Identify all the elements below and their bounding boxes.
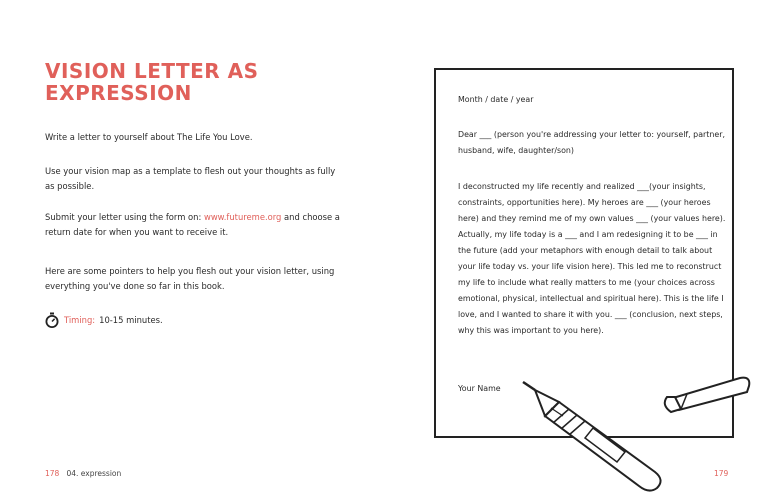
intro-paragraph: Write a letter to yourself about The Life You Love. [45, 132, 253, 142]
letter-salutation: Dear ___ (person you're addressing your letter to: yourself, partner, husband, wife, daughter/son) [458, 130, 725, 155]
stopwatch-icon [45, 312, 59, 328]
footer-left [45, 469, 121, 478]
page-title [45, 60, 345, 104]
letter-date: Month / date / year [458, 95, 534, 104]
timing-label: Timing: [64, 315, 96, 325]
futureme-link[interactable]: www.futureme.org [203, 212, 282, 222]
pointers-paragraph: Here are some pointers to help you flesh out your vision letter, using everything you've done so far in this book. [45, 266, 335, 291]
submit-paragraph [45, 210, 345, 240]
page-number-left: 178 [45, 469, 60, 478]
footer-right [714, 469, 728, 478]
pen-body [523, 382, 661, 491]
submit-text-before: Submit your letter using the form on: [45, 212, 204, 222]
template-paragraph: Use your vision map as a template to flesh out your thoughts as fully as possible. [45, 166, 336, 191]
pen-cap [665, 378, 750, 412]
title-line-2: EXPRESSION [45, 81, 192, 105]
letter-signature: Your Name [458, 384, 501, 393]
timing-row [45, 311, 163, 329]
letter-body: I deconstructed my life recently and realized ___(your insights, constraints, opportunities here). My heroes are ___ (your heroes here) and they remind me of my own values ___ (your values here). Actually, my life today is a ___ and I am redesigning it to be ___ in the future (add your metaphors with enough detail to talk about your life today vs. your life vision here). This led me to reconstruct my life to include what really matters to me (your choices across emotional, physical, intellectual and spiritual here). This is the life I love, and I wanted to share it with you. ___ (conclusion, next steps, why this was important to you here). [458, 182, 726, 335]
title-line-1: VISION LETTER AS [45, 59, 259, 83]
pen-illustration [505, 376, 755, 496]
page-number-right: 179 [714, 469, 729, 478]
section-label: 04. expression [66, 469, 122, 478]
submit-text-after: and choose a return date for when you want to receive it. [45, 212, 340, 237]
timing-value: 10-15 minutes. [99, 315, 163, 325]
